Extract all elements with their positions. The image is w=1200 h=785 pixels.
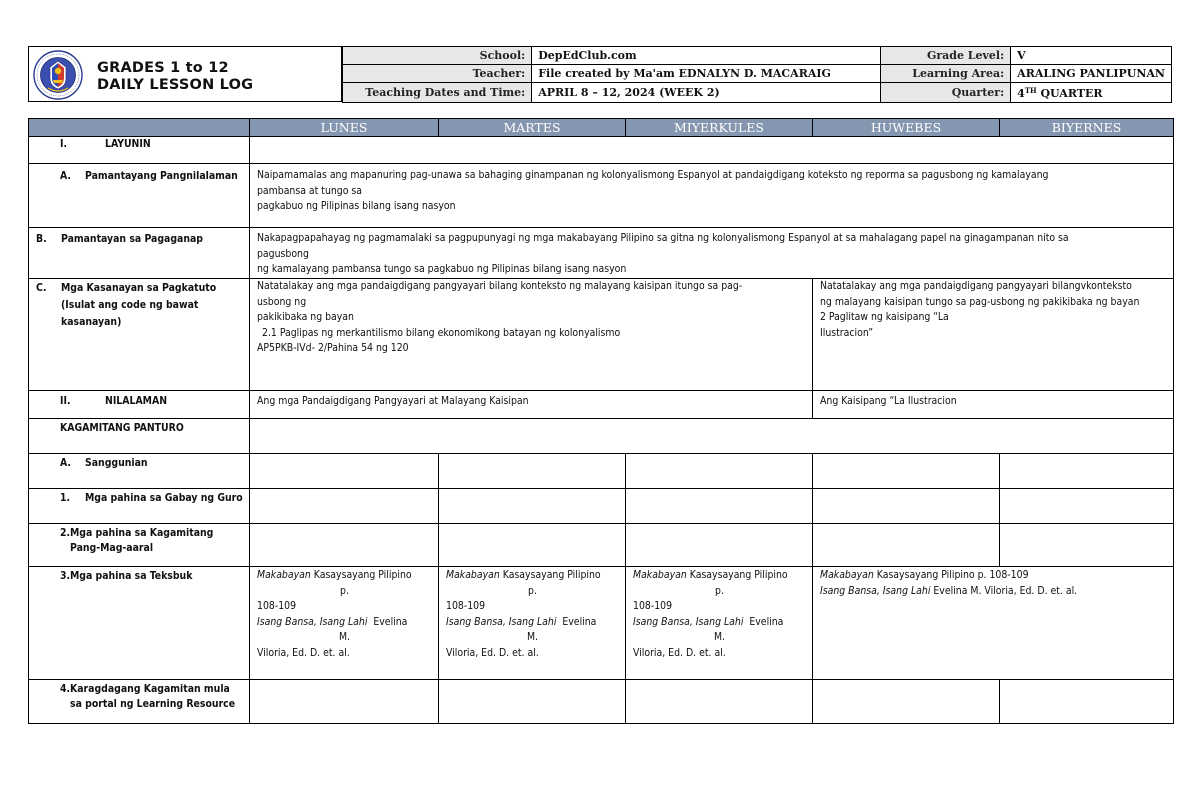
pp-number: A. — [60, 170, 71, 182]
teksbuk-miyerkules-book-title: Makabayan — [633, 569, 687, 581]
row-teksbuk — [29, 567, 1174, 680]
kasanayan-number: C. — [36, 282, 47, 294]
pg-text-line3: ng kamalayang pambansa tungo sa pagkabuo ng Pilipinas bilang isang nasyon — [257, 263, 627, 275]
sanggunian-number: A. — [60, 457, 71, 469]
teksbuk-lunes-pages: 108-109 — [257, 600, 297, 612]
lesson-log-table — [28, 118, 1174, 724]
pg-label: Pamantayan sa Pagaganap — [61, 233, 203, 245]
dll-header — [28, 46, 1172, 102]
teksbuk-right-line2-rest: Evelina M. Viloria, Ed. D. et. al. — [930, 584, 1078, 597]
kma-huwebes — [813, 524, 1000, 567]
label-sanggunian — [29, 454, 250, 489]
teksbuk-martes-author1: Evelina — [562, 615, 597, 628]
content-kagamitang-panturo — [250, 419, 1174, 454]
sanggunian-miyerkules — [626, 454, 813, 489]
dll-title-line2: DAILY LESSON LOG — [97, 77, 254, 93]
gabay-miyerkules — [626, 489, 813, 524]
quarter-number: 4 — [1017, 86, 1025, 100]
kasanayan-left-line5: AP5PKB-IVd- 2/Pahina 54 ng 120 — [257, 342, 409, 354]
teksbuk-martes-pages: 108-109 — [446, 600, 486, 612]
teksbuk-lunes-m: M. — [338, 631, 351, 643]
day-header-row — [29, 119, 1174, 137]
teaching-dates-label: Teaching Dates and Time: — [343, 83, 532, 103]
learning-area-label: Learning Area: — [881, 65, 1011, 83]
quarter-word: QUARTER — [1036, 86, 1103, 100]
kma-martes — [439, 524, 626, 567]
gabay-number: 1. — [60, 492, 71, 504]
teacher-label: Teacher: — [343, 65, 532, 83]
gabay-martes — [439, 489, 626, 524]
kasanayan-right-line1: Natatalakay ang mga pandaigdigang pangyayari bilangvkonteksto — [820, 280, 1132, 292]
teksbuk-martes — [439, 567, 626, 680]
pp-text-line3: pagkabuo ng Pilipinas bilang isang nasyon — [257, 200, 456, 212]
gabay-biyernes — [1000, 489, 1174, 524]
teksbuk-miyerkules-book-rest: Kasaysayang Pilipino — [686, 569, 788, 581]
sanggunian-biyernes — [1000, 454, 1174, 489]
teacher-value: File created by Ma'am EDNALYN D. MACARAIG — [532, 65, 881, 83]
gabay-lunes — [250, 489, 439, 524]
teksbuk-martes-author2: Viloria, Ed. D. et. al. — [446, 646, 539, 659]
label-karagdagang-kagamitan — [29, 680, 250, 724]
label-gabay-ng-guro — [29, 489, 250, 524]
dll-title-line1: GRADES 1 to 12 — [97, 60, 229, 76]
teksbuk-lunes-p: p. — [340, 584, 349, 597]
kma-number: 2. — [60, 527, 71, 539]
label-layunin — [29, 137, 250, 164]
teksbuk-martes-book-title: Makabayan — [446, 569, 500, 581]
gabay-label: Mga pahina sa Gabay ng Guro — [85, 492, 243, 504]
kasanayan-left-line1: Natatalakay ang mga pandaigdigang pangyayari bilang konteksto ng malayang kaisipan itungo sa pag- — [257, 280, 743, 292]
row-kagamitang-mag-aaral — [29, 524, 1174, 567]
layunin-number: I. — [60, 138, 68, 150]
grade-level-label: Grade Level: — [881, 47, 1011, 65]
teksbuk-lunes-author2: Viloria, Ed. D. et. al. — [257, 646, 350, 659]
quarter-label: Quarter: — [881, 83, 1011, 103]
karagdagang-miyerkules — [626, 680, 813, 724]
teaching-dates-value: APRIL 8 – 12, 2024 (WEEK 2) — [532, 83, 881, 103]
row-kasanayan-sa-pagkatuto — [29, 279, 1174, 391]
label-pamantayang-pangnilalaman — [29, 164, 250, 228]
row-layunin — [29, 137, 1174, 164]
layunin-label: LAYUNIN — [105, 138, 151, 150]
label-teksbuk — [29, 567, 250, 680]
school-label: School: — [343, 47, 532, 65]
karagdagang-biyernes — [1000, 680, 1174, 724]
row-kagamitang-panturo — [29, 419, 1174, 454]
teksbuk-martes-book-rest: Kasaysayang Pilipino — [499, 569, 601, 581]
teksbuk-martes-m: M. — [526, 631, 539, 643]
teksbuk-miyerkules — [626, 567, 813, 680]
teksbuk-miyerkules-author1: Evelina — [749, 615, 784, 628]
grade-level-value: V — [1011, 47, 1172, 65]
karagdagang-martes — [439, 680, 626, 724]
pp-text-line2: pambansa at tungo sa — [257, 184, 363, 197]
pg-text-line2: pagusbong — [257, 247, 309, 260]
kasanayan-right-line3: 2 Paglitaw ng kaisipang “La — [820, 311, 949, 323]
dll-title — [97, 60, 253, 94]
label-pamantayan-sa-pagaganap — [29, 228, 250, 279]
nilalaman-right-text: Ang Kaisipang “La Ilustracion — [820, 395, 957, 407]
sanggunian-lunes — [250, 454, 439, 489]
learning-area-value: ARALING PANLIPUNAN — [1011, 65, 1172, 83]
teksbuk-number: 3. — [60, 570, 71, 582]
label-kagamitang-panturo — [29, 419, 250, 454]
kma-biyernes — [1000, 524, 1174, 567]
pg-text-line1: Nakapagpapahayag ng pagmamalaki sa pagpupunyagi ng mga makabayang Pilipino sa gitna ng kolonyalismong Espanyol at sa mahalagang papel na ginagampanan nito sa — [257, 232, 1069, 244]
quarter-value — [1011, 83, 1172, 103]
content-nilalaman-left — [250, 391, 813, 419]
teksbuk-miyerkules-m: M. — [713, 631, 726, 643]
row-pamantayang-pangnilalaman — [29, 164, 1174, 228]
kasanayan-label-line3: kasanayan) — [61, 316, 122, 328]
sanggunian-label: Sanggunian — [85, 457, 148, 469]
content-nilalaman-right — [813, 391, 1174, 419]
teksbuk-right-book-title: Makabayan — [820, 569, 874, 581]
teksbuk-lunes — [250, 567, 439, 680]
day-header-martes: MARTES — [439, 119, 626, 137]
teksbuk-huwebes-biyernes — [813, 567, 1174, 680]
nilalaman-number: II. — [60, 395, 71, 407]
nilalaman-left-text: Ang mga Pandaigdigang Pangyayari at Malayang Kaisipan — [257, 395, 529, 407]
pp-label: Pamantayang Pangnilalaman — [85, 170, 238, 182]
day-header-miyerkules: MIYERKULES — [626, 119, 813, 137]
content-kasanayan-huwebes-biyernes — [813, 279, 1174, 391]
kasanayan-left-line3: pakikibaka ng bayan — [257, 311, 354, 323]
content-layunin — [250, 137, 1174, 164]
label-kasanayan — [29, 279, 250, 391]
kasanayan-left-line4: 2.1 Paglipas ng merkantilismo bilang ekonomikong batayan ng kolonyalismo — [262, 326, 621, 339]
kma-miyerkules — [626, 524, 813, 567]
kasanayan-right-line4: Ilustracion” — [820, 326, 874, 339]
row-karagdagang-kagamitan — [29, 680, 1174, 724]
teksbuk-martes-subtitle: Isang Bansa, Isang Lahi — [446, 615, 557, 628]
pg-number: B. — [36, 233, 47, 245]
teksbuk-lunes-subtitle: Isang Bansa, Isang Lahi — [257, 615, 368, 628]
kma-label-line1: Mga pahina sa Kagamitang — [70, 527, 214, 539]
teksbuk-right-subtitle: Isang Bansa, Isang Lahi — [820, 584, 931, 597]
logo-title-box — [28, 46, 342, 102]
row-pamantayan-sa-pagaganap — [29, 228, 1174, 279]
teksbuk-miyerkules-p: p. — [715, 584, 724, 597]
nilalaman-label: NILALAMAN — [105, 395, 168, 407]
kagamitang-panturo-label: KAGAMITANG PANTURO — [60, 422, 184, 434]
kasanayan-label-line2: (Isulat ang code ng bawat — [61, 299, 199, 311]
teksbuk-label: Mga pahina sa Teksbuk — [70, 570, 193, 582]
content-pamantayan-sa-pagaganap — [250, 228, 1174, 279]
header-info-table — [342, 46, 1172, 103]
row-nilalaman — [29, 391, 1174, 419]
kasanayan-left-line2: usbong ng — [257, 295, 307, 308]
deped-seal-logo — [33, 50, 83, 100]
kasanayan-label-line1: Mga Kasanayan sa Pagkatuto — [61, 282, 217, 294]
gabay-huwebes — [813, 489, 1000, 524]
label-kagamitang-mag-aaral — [29, 524, 250, 567]
teksbuk-lunes-book-rest: Kasaysayang Pilipino — [310, 569, 412, 581]
day-header-corner — [29, 119, 250, 137]
kma-label-line2: Pang-Mag-aaral — [70, 542, 154, 554]
teksbuk-martes-p: p. — [528, 584, 537, 597]
quarter-suffix: TH — [1024, 85, 1037, 95]
school-value: DepEdClub.com — [532, 47, 881, 65]
teksbuk-miyerkules-pages: 108-109 — [633, 600, 673, 612]
row-sanggunian — [29, 454, 1174, 489]
content-kasanayan-lunes-miyerkules — [250, 279, 813, 391]
row-gabay-ng-guro — [29, 489, 1174, 524]
sanggunian-martes — [439, 454, 626, 489]
sanggunian-huwebes — [813, 454, 1000, 489]
teksbuk-right-line1-rest: Kasaysayang Pilipino p. 108-109 — [873, 569, 1029, 581]
day-header-biyernes: BIYERNES — [1000, 119, 1174, 137]
kma-lunes — [250, 524, 439, 567]
label-nilalaman — [29, 391, 250, 419]
day-header-lunes: LUNES — [250, 119, 439, 137]
karagdagang-number: 4. — [60, 683, 71, 695]
karagdagang-label-line2: sa portal ng Learning Resource — [70, 698, 236, 710]
karagdagang-lunes — [250, 680, 439, 724]
karagdagang-huwebes — [813, 680, 1000, 724]
teksbuk-miyerkules-subtitle: Isang Bansa, Isang Lahi — [633, 615, 744, 628]
kasanayan-right-line2: ng malayang kaisipan tungo sa pag-usbong ng pakikibaka ng bayan — [820, 295, 1140, 308]
karagdagang-label-line1: Karagdagang Kagamitan mula — [70, 683, 230, 695]
teksbuk-miyerkules-author2: Viloria, Ed. D. et. al. — [633, 646, 726, 659]
pp-text-line1: Naipamamalas ang mapanuring pag-unawa sa bahaging ginampanan ng kolonyalismong Espanyol at pandaigdigang koteksto ng reporma sa pagusbong ng kamalayang — [257, 169, 1049, 181]
content-pamantayang-pangnilalaman — [250, 164, 1174, 228]
day-header-huwebes: HUWEBES — [813, 119, 1000, 137]
teksbuk-lunes-author1: Evelina — [373, 615, 408, 628]
teksbuk-lunes-book-title: Makabayan — [257, 569, 311, 581]
